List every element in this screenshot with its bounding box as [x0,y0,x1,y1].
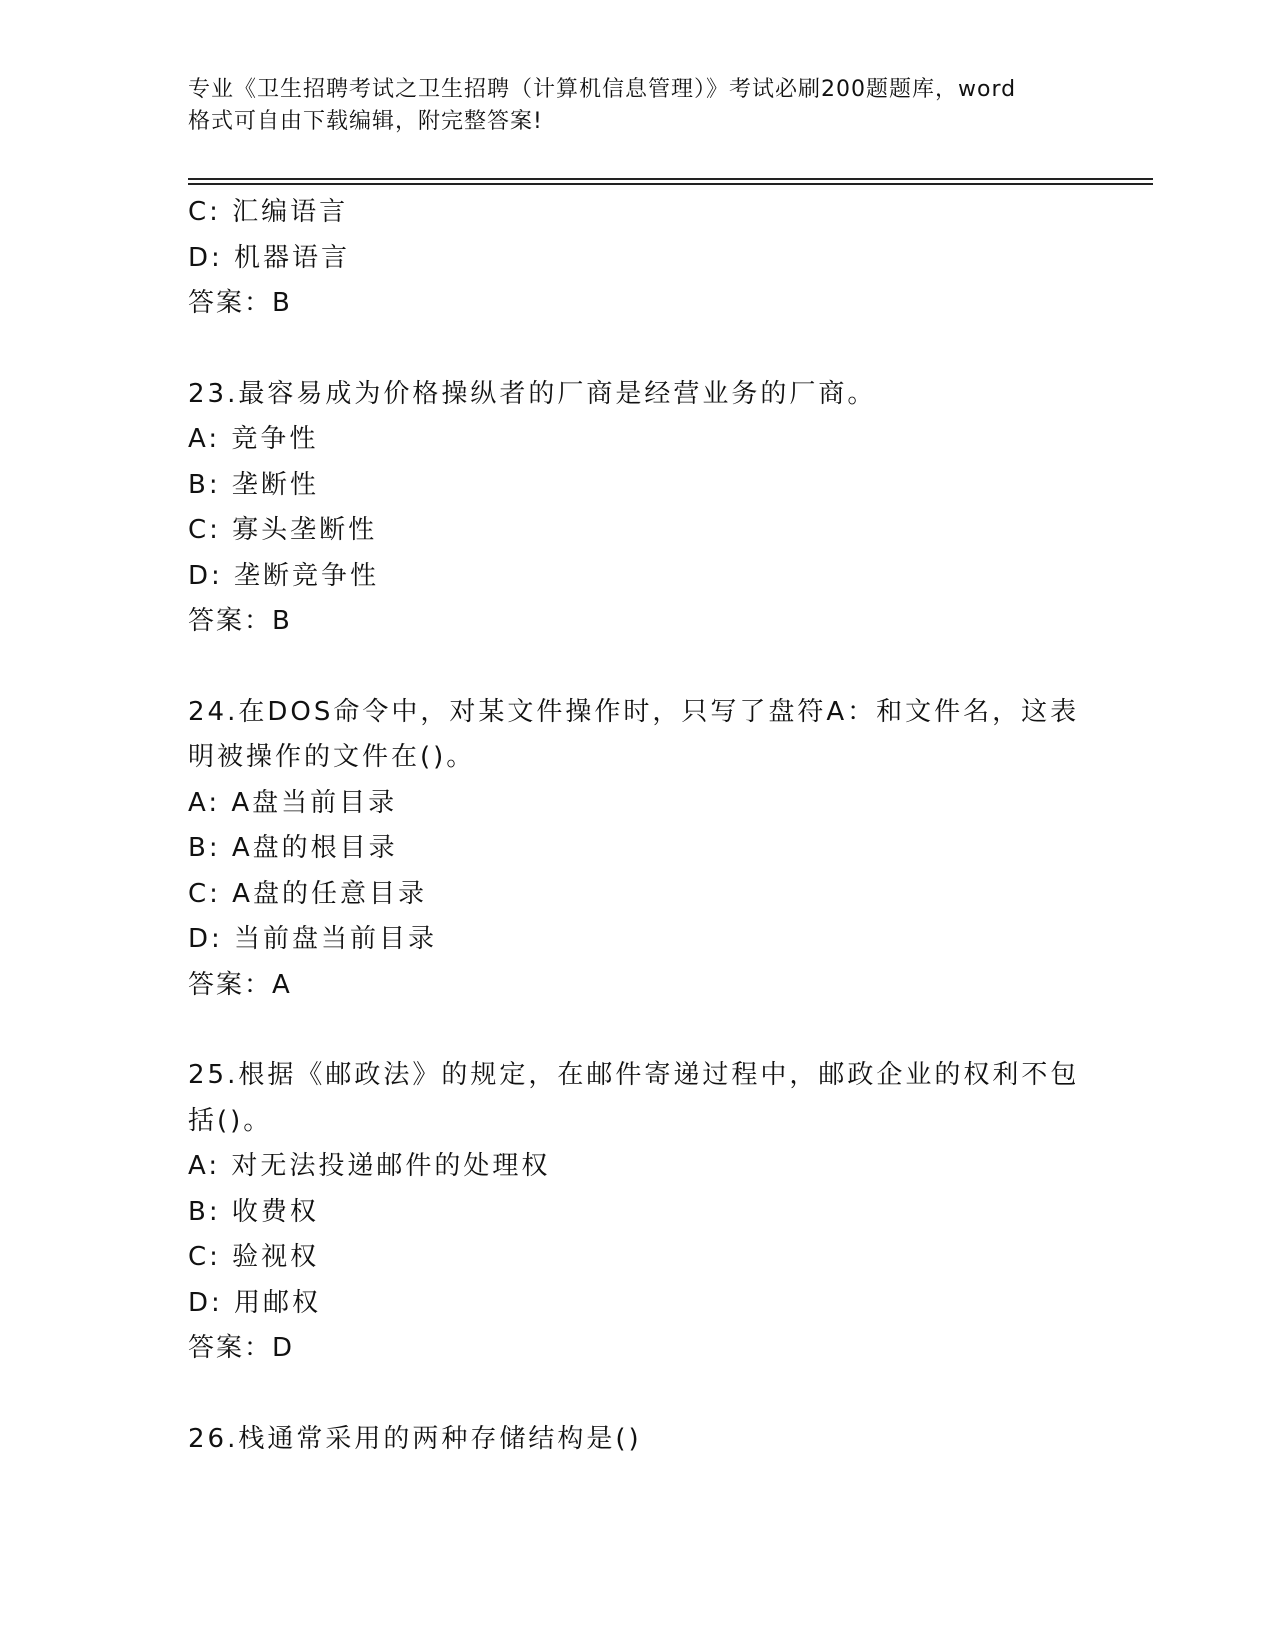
question-block-25 [188,1053,1088,1372]
option-c: C: 寡头垄断性 [188,515,378,545]
question-stem: 23.最容易成为价格操纵者的厂商是经营业务的厂商。 [188,378,877,409]
question-block-prev [188,190,1088,327]
header-line-1: 专业《卫生招聘考试之卫生招聘（计算机信息管理）》考试必刷200题题库，word [188,77,1017,102]
option-c: C: A盘的任意目录 [188,878,427,909]
option-a: A: A盘当前目录 [188,787,398,818]
answer-line: 答案：D [188,1333,295,1363]
question-stem-line-1: 24.在DOS命令中，对某文件操作时，只写了盘符A：和文件名，这表 [188,696,1080,727]
document-header [188,74,1088,138]
question-stem-line-2: 明被操作的文件在()。 [188,742,476,772]
option-d: D: 机器语言 [188,242,351,273]
answer-line: 答案：B [188,606,292,636]
question-block-26 [188,1417,1088,1463]
option-b: B: A盘的根目录 [188,833,398,863]
option-b: B: 收费权 [188,1196,319,1227]
header-divider-bottom [188,183,1153,185]
header-divider-top [188,178,1153,180]
answer-line: 答案：B [188,288,292,318]
question-block-23 [188,372,1088,645]
option-a: A: 对无法投递邮件的处理权 [188,1151,551,1181]
option-a: A: 竞争性 [188,424,319,454]
question-stem-line-1: 25.根据《邮政法》的规定，在邮件寄递过程中，邮政企业的权利不包 [188,1060,1080,1090]
question-stem: 26.栈通常采用的两种存储结构是() [188,1423,642,1454]
option-b: B: 垄断性 [188,469,319,500]
header-line-2: 格式可自由下载编辑，附完整答案! [188,109,543,134]
question-block-24 [188,690,1088,1009]
spacer [188,327,1088,372]
option-d: D: 当前盘当前目录 [188,924,438,954]
option-c: C: 汇编语言 [188,197,349,227]
option-d: D: 垄断竞争性 [188,560,380,591]
question-list [188,190,1088,1462]
answer-line: 答案：A [188,969,292,1000]
question-stem-line-2: 括()。 [188,1105,273,1136]
spacer [188,1372,1088,1417]
spacer [188,1008,1088,1053]
option-c: C: 验视权 [188,1242,320,1272]
option-d: D: 用邮权 [188,1287,322,1318]
spacer [188,645,1088,690]
